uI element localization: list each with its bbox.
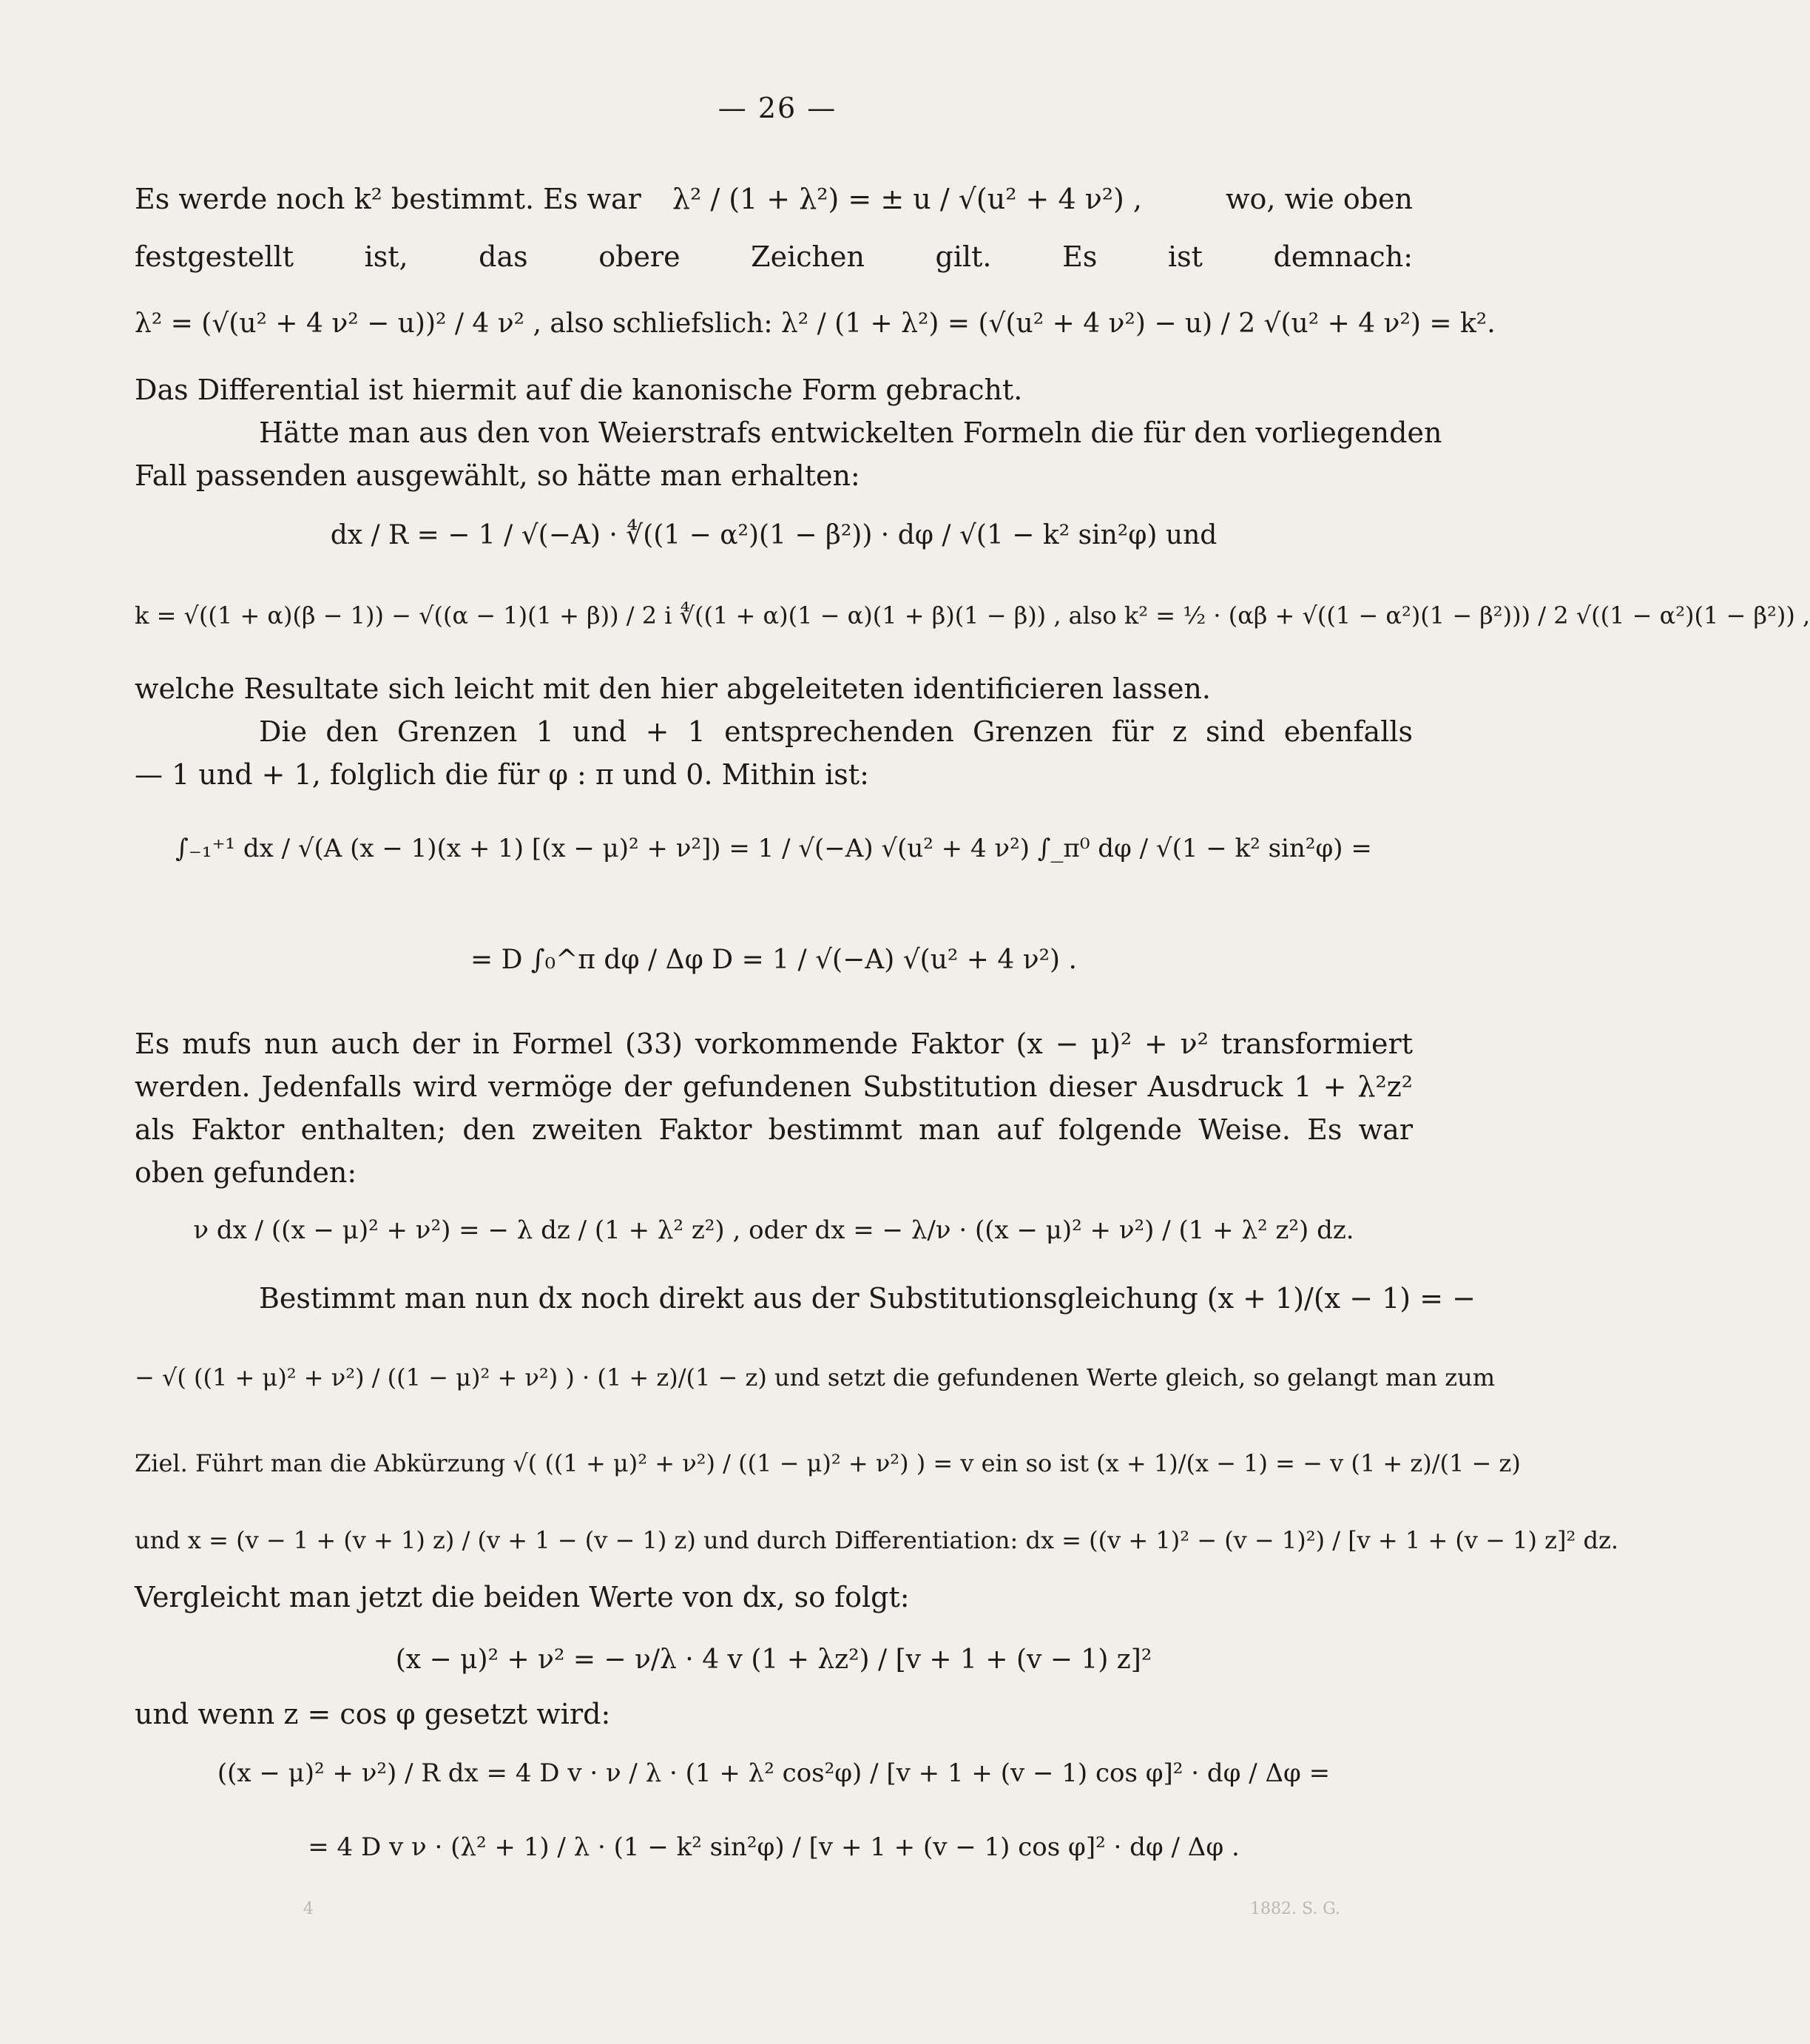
formula-line-3: λ² = (√(u² + 4 ν² − u))² / 4 ν² , also schliefslich: λ² / (1 + λ²) = (√(u² + 4 ν²) − u) / 2 √(u² + 4 ν²) = k².: [135, 308, 1496, 339]
text-line-4: Das Differential ist hiermit auf die kanonische Form gebracht.: [135, 374, 1023, 406]
formula-line-24: (x − μ)² + ν² = − ν/λ · 4 v (1 + λz²) / [v + 1 + (v − 1) z]²: [395, 1645, 1152, 1675]
text-line-17: oben gefunden:: [135, 1156, 357, 1189]
text-line-15: werden. Jedenfalls wird vermöge der gefundenen Substitution dieser Ausdruck 1 + λ²z²: [135, 1070, 1413, 1103]
text-line-23: Vergleicht man jetzt die beiden Werte von dx, so folgt:: [135, 1581, 910, 1613]
text-line-11: — 1 und + 1, folglich die für φ : π und 0. Mithin ist:: [135, 758, 869, 791]
text-line-20: − √( ((1 + μ)² + ν²) / ((1 − μ)² + ν²) ) · (1 + z)/(1 − z) und setzt die gefundenen Werte gleich, so gelangt man zum: [135, 1363, 1496, 1392]
text-line-19: Bestimmt man nun dx noch direkt aus der Substitutionsgleichung (x + 1)/(x − 1) = −: [259, 1282, 1476, 1315]
text-line-6: Fall passenden ausgewählt, so hätte man erhalten:: [135, 459, 860, 492]
text-line-14: Es mufs nun auch der in Formel (33) vorkommende Faktor (x − μ)² + ν² transformiert: [135, 1028, 1413, 1060]
formula: λ² / (1 + λ²) = ± u / √(u² + 4 ν²) ,: [672, 183, 1143, 215]
text: Es werde noch k² bestimmt. Es war: [135, 183, 641, 215]
formula-line-13: = D ∫₀^π dφ / Δφ D = 1 / √(−A) √(u² + 4 ν²) .: [470, 945, 1077, 975]
text-line-22: und x = (v − 1 + (v + 1) z) / (v + 1 − (v − 1) z) und durch Differentiation: dx = ((v + 1)² − (v − 1)²) / [v + 1 + (v − 1) z]² dz.: [135, 1526, 1619, 1554]
formula-line-8: k = √((1 + α)(β − 1)) − √((α − 1)(1 + β)) / 2 i ∜((1 + α)(1 − α)(1 + β)(1 − β)) , also k² = ½ · (αβ + √((1 − α²)(1 − β²))) / 2 √((1 − α²)(1 − β²)) ,: [135, 601, 1810, 630]
formula-line-7: dx / R = − 1 / √(−A) · ∜((1 − α²)(1 − β²)) · dφ / √(1 − k² sin²φ) und: [330, 520, 1218, 550]
text-line-10: Die den Grenzen 1 und + 1 entsprechenden Grenzen für z sind ebenfalls: [259, 715, 1413, 748]
text-line-1: [135, 185, 1413, 213]
text-line-21: Ziel. Führt man die Abkürzung √( ((1 + μ)² + ν²) / ((1 − μ)² + ν²) ) = v ein so ist (x + 1)/(x − 1) = − v (1 + z)/(1 − z): [135, 1449, 1521, 1477]
text: wo, wie oben: [1226, 183, 1413, 215]
text-line-16: als Faktor enthalten; den zweiten Faktor bestimmt man auf folgende Weise. Es war: [135, 1113, 1413, 1146]
page-number: — 26 —: [717, 92, 837, 124]
formula-line-27: = 4 D v ν · (λ² + 1) / λ · (1 − k² sin²φ) / [v + 1 + (v − 1) cos φ]² · dφ / Δφ .: [308, 1832, 1240, 1862]
formula-line-18: ν dx / ((x − μ)² + ν²) = − λ dz / (1 + λ² z²) , oder dx = − λ/ν · ((x − μ)² + ν²) / (1 + λ² z²) dz.: [193, 1215, 1354, 1245]
footer-left-mark: 4: [303, 1900, 314, 1918]
text-line-5: Hätte man aus den von Weierstrafs entwickelten Formeln die für den vorliegenden: [259, 416, 1442, 449]
text-line-25: und wenn z = cos φ gesetzt wird:: [135, 1698, 611, 1730]
formula-line-12: ∫₋₁⁺¹ dx / √(A (x − 1)(x + 1) [(x − μ)² + ν²]) = 1 / √(−A) √(u² + 4 ν²) ∫_π⁰ dφ / √(1 − k² sin²φ) =: [175, 834, 1372, 863]
footer-right-mark: 1882. S. G.: [1250, 1900, 1341, 1918]
formula-line-26: ((x − μ)² + ν²) / R dx = 4 D v · ν / λ · (1 + λ² cos²φ) / [v + 1 + (v − 1) cos φ]² · dφ / Δφ =: [217, 1758, 1331, 1788]
text-line-2: festgestellt ist, das obere Zeichen gilt. Es ist demnach:: [135, 240, 1413, 273]
text-line-9: welche Resultate sich leicht mit den hier abgeleiteten identificieren lassen.: [135, 672, 1211, 705]
